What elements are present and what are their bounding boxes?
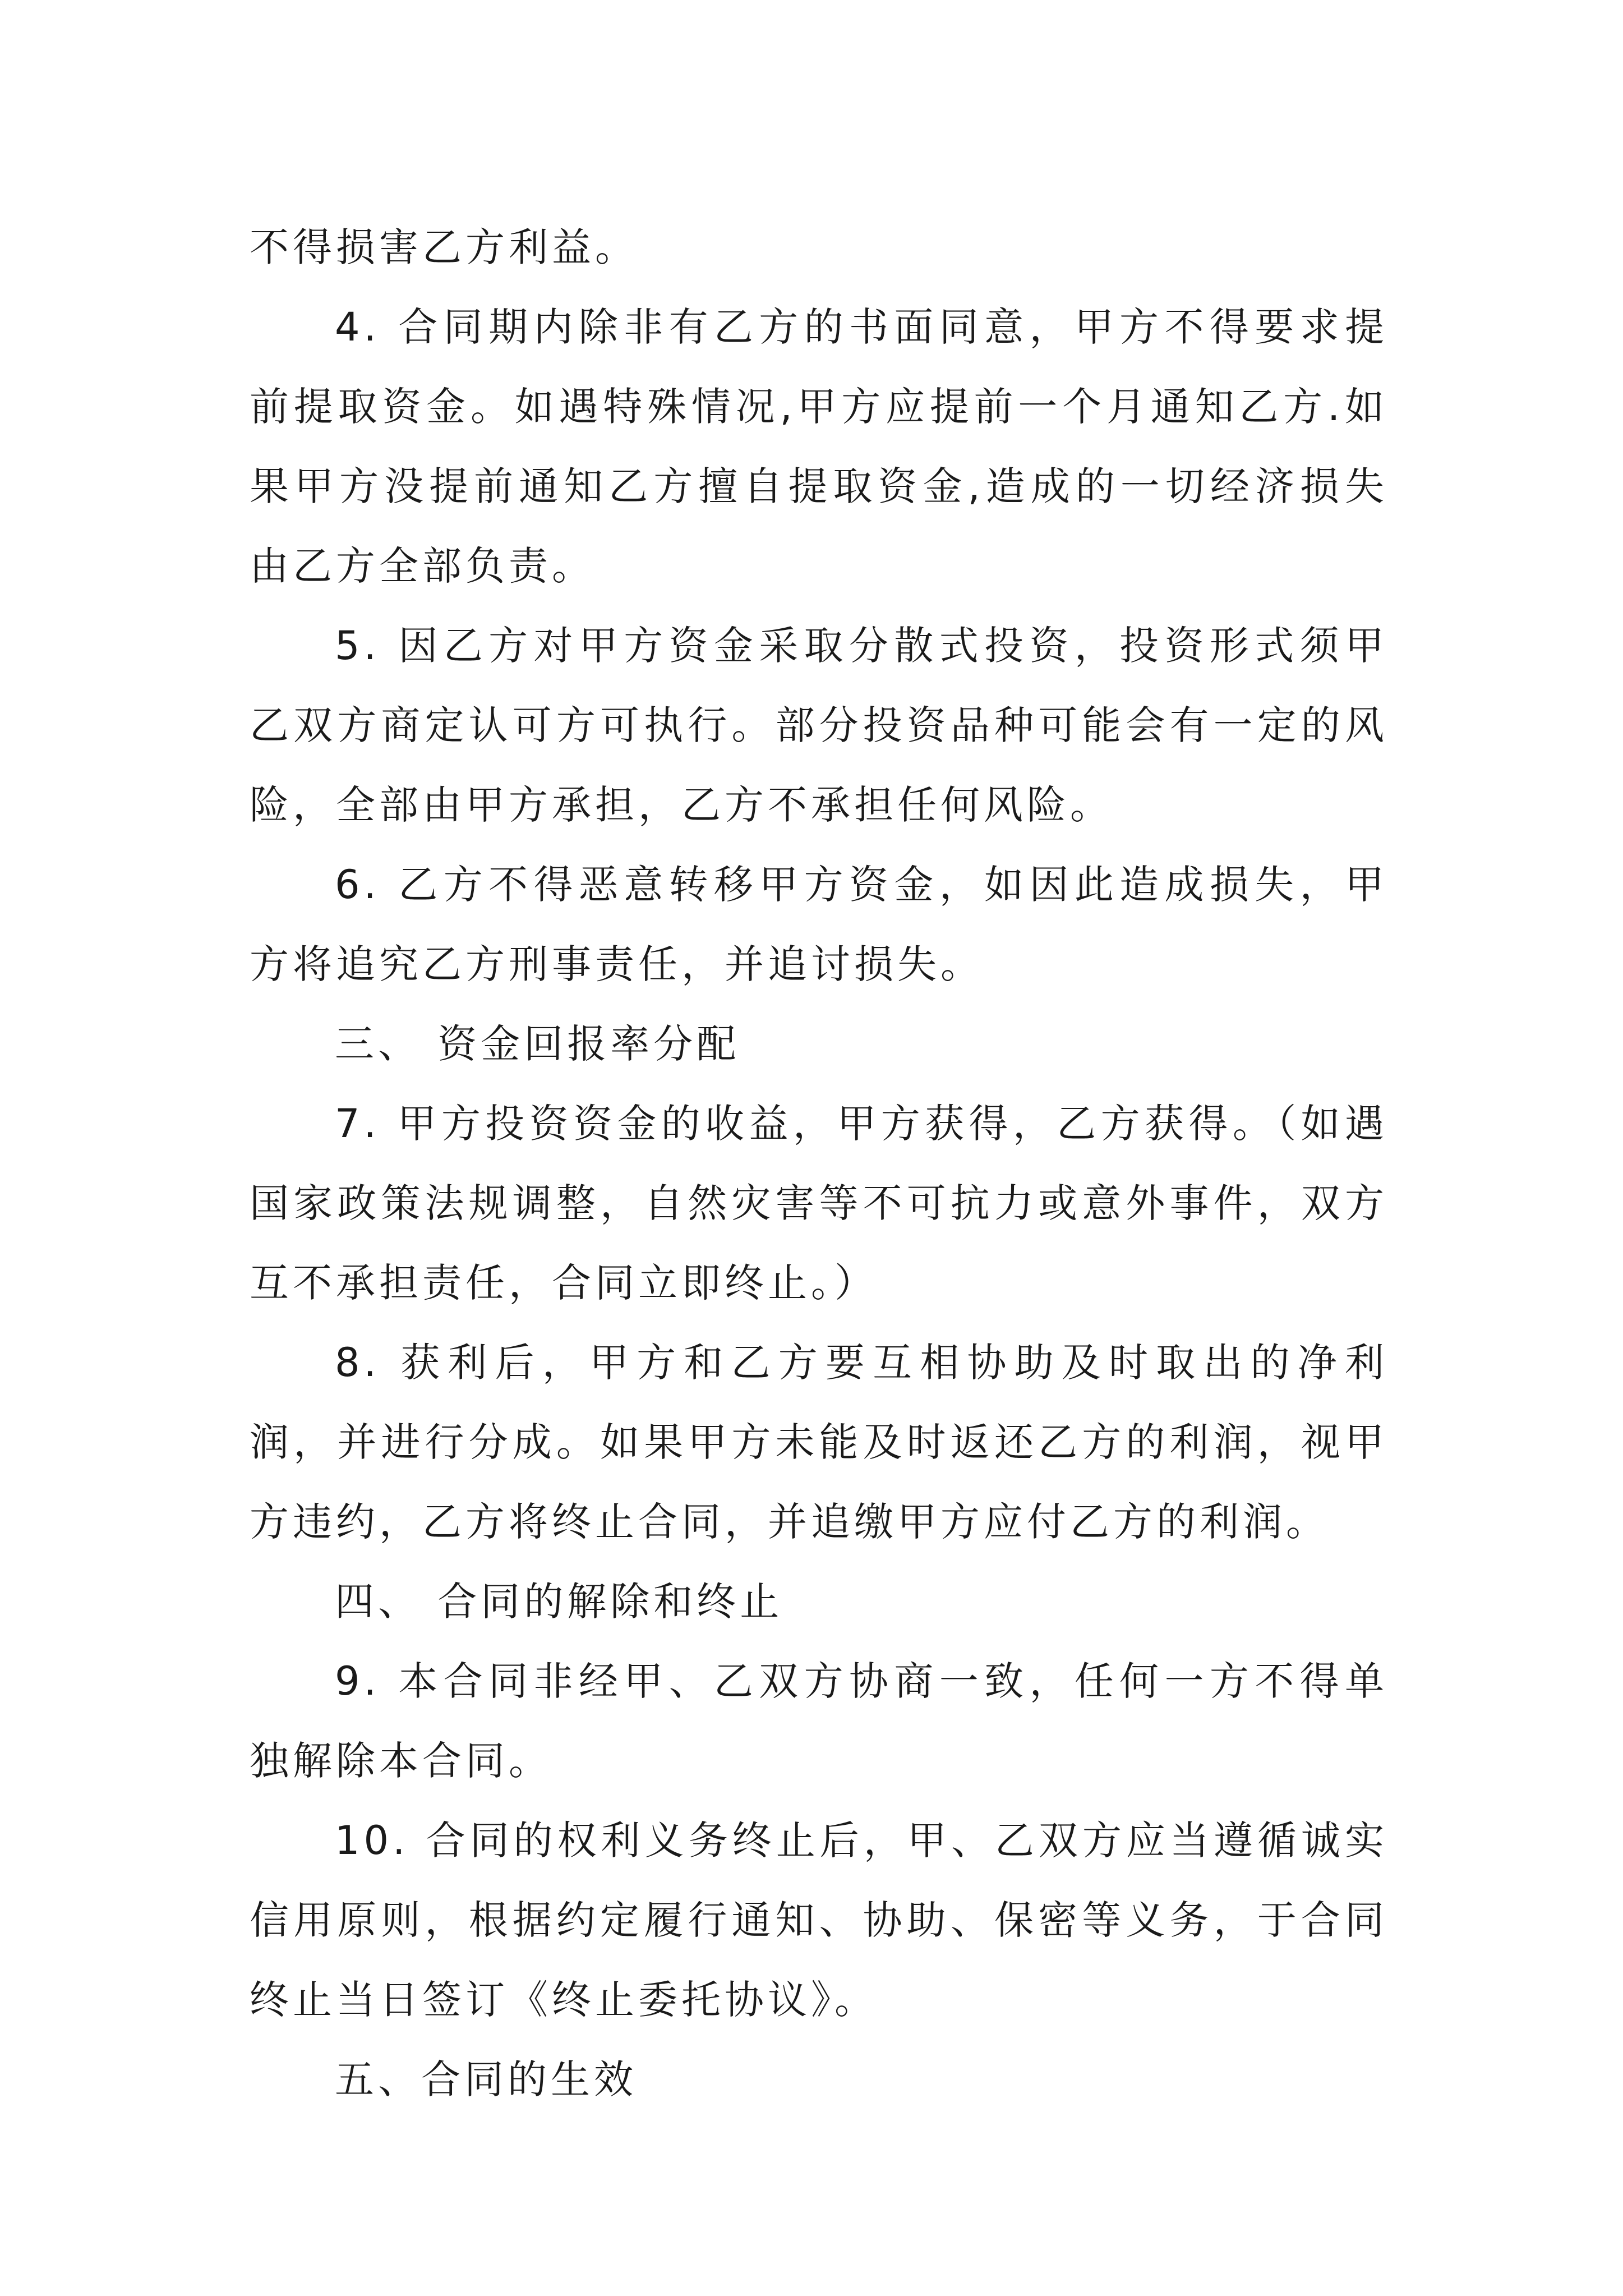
clause-10: 10. 合同的权利义务终止后，甲、乙双方应当遵循诚实信用原则，根据约定履行通知、协助、保密等义务，于合同终止当日签订《终止委托协议》。: [250, 1818, 1388, 2023]
clause-5: 5. 因乙方对甲方资金采取分散式投资，投资形式须甲乙双方商定认可方可执行。部分投资品种可能会有一定的风险，全部由甲方承担，乙方不承担任何风险。: [250, 623, 1388, 828]
clause-7: 7. 甲方投资资金的收益，甲方获得，乙方获得。（如遇国家政策法规调整，自然灾害等不可抗力或意外事件，双方互不承担责任，合同立即终止。）: [250, 1101, 1388, 1306]
section-heading-4: 四、 合同的解除和终止: [335, 1579, 783, 1625]
clause-4: 4. 合同期内除非有乙方的书面同意，甲方不得要求提前提取资金。如遇特殊情况,甲方应提前一个月通知乙方.如果甲方没提前通知乙方擅自提取资金,造成的一切经济损失由乙方全部负责。: [250, 304, 1388, 589]
clause-6: 6. 乙方不得恶意转移甲方资金，如因此造成损失，甲方将追究乙方刑事责任，并追讨损失。: [250, 862, 1388, 987]
paragraph-continuation: 不得损害乙方利益。: [250, 224, 638, 270]
clause-8: 8. 获利后，甲方和乙方要互相协助及时取出的净利润，并进行分成。如果甲方未能及时返还乙方的利润，视甲方违约，乙方将终止合同，并追缴甲方应付乙方的利润。: [250, 1340, 1388, 1545]
clause-9: 9. 本合同非经甲、乙双方协商一致，任何一方不得单独解除本合同。: [250, 1658, 1388, 1784]
section-heading-3: 三、 资金回报率分配: [335, 1021, 740, 1067]
document-body: [250, 208, 1388, 2119]
section-heading-5: 五、合同的生效: [335, 2056, 637, 2102]
